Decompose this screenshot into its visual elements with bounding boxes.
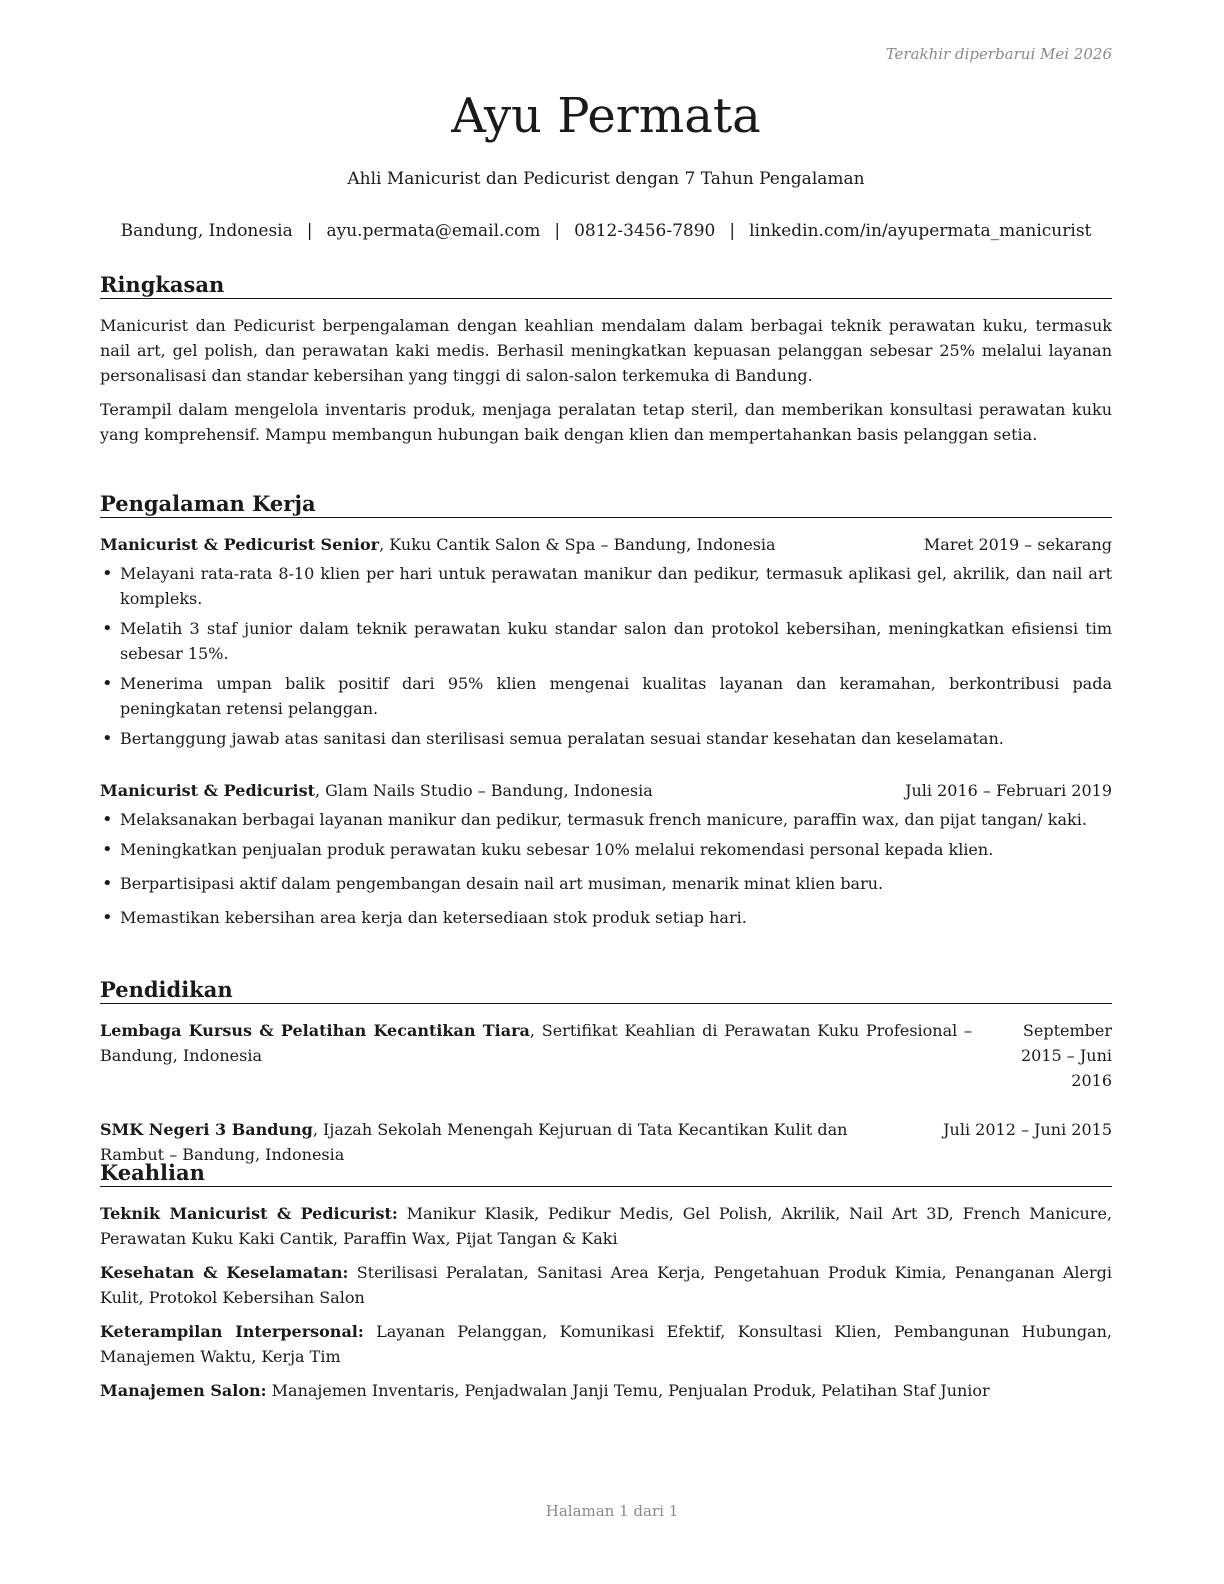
summary-section	[100, 272, 1112, 447]
last-updated: Terakhir diperbarui Mei 2026	[885, 45, 1112, 63]
skill-value: Sterilisasi Peralatan, Sanitasi Area Kerja, Pengetahuan Produk Kimia, Penanganan Alergi Kulit, Protokol Kebersihan Salon	[100, 1263, 1112, 1307]
job-header	[100, 532, 1112, 557]
job-bullet: • Melatih 3 staf junior dalam teknik perawatan kuku standar salon dan protokol kebersihan, meningkatkan efisiensi tim sebesar 15%.	[100, 616, 1112, 666]
education-dates: September 2015 – Juni 2016	[1020, 1021, 1112, 1090]
job-dates: Juli 2016 – Februari 2019	[905, 781, 1112, 800]
contact-separator: |	[554, 221, 561, 241]
skills-section	[100, 1160, 1112, 1403]
skill-label: Manajemen Salon:	[100, 1381, 267, 1400]
skill-row	[100, 1319, 1112, 1369]
education-dates: Juli 2012 – Juni 2015	[943, 1120, 1112, 1139]
job-dates: Maret 2019 – sekarang	[923, 535, 1112, 554]
job-place: , Glam Nails Studio – Bandung, Indonesia	[314, 781, 653, 800]
section-title-skills: Keahlian	[100, 1160, 1112, 1187]
skill-value: Manajemen Inventaris, Penjadwalan Janji Temu, Penjualan Produk, Pelatihan Staf Junior	[266, 1381, 990, 1400]
education-school: SMK Negeri 3 Bandung	[100, 1120, 313, 1139]
job-bullets	[100, 561, 1112, 751]
tagline: Ahli Manicurist dan Pedicurist dengan 7 Tahun Pengalaman	[347, 169, 865, 189]
job-bullet: • Meningkatkan penjualan produk perawatan kuku sebesar 10% melalui rekomendasi personal kepada klien.	[100, 837, 1112, 862]
section-title-experience: Pengalaman Kerja	[100, 491, 1112, 518]
job-role: Manicurist & Pedicurist	[100, 781, 315, 800]
job-bullet: • Bertanggung jawab atas sanitasi dan sterilisasi semua peralatan sesuai standar kesehatan dan keselamatan.	[100, 726, 1112, 751]
experience-section	[100, 491, 1112, 930]
job-role: Manicurist & Pedicurist Senior	[100, 535, 380, 554]
education-entry	[100, 1018, 1112, 1093]
job-bullet: • Melaksanakan berbagai layanan manikur dan pedikur, termasuk french manicure, paraffin wax, dan pijat tangan/ kaki.	[100, 807, 1112, 832]
contact-email[interactable]: ayu.permata@email.com	[326, 221, 541, 241]
contact-phone: 0812-3456-7890	[574, 221, 716, 241]
skill-row	[100, 1378, 1112, 1403]
section-title-education: Pendidikan	[100, 977, 1112, 1004]
job-bullet: • Melayani rata-rata 8-10 klien per hari untuk perawatan manikur dan pedikur, termasuk aplikasi gel, akrilik, dan nail art kompleks.	[100, 561, 1112, 611]
job-entry	[100, 778, 1112, 930]
education-detail: , Sertifikat Keahlian di Perawatan Kuku Profesional – Bandung, Indonesia	[100, 1021, 972, 1065]
skill-value: Manikur Klasik, Pedikur Medis, Gel Polish, Akrilik, Nail Art 3D, French Manicure, Perawatan Kuku Kaki Cantik, Paraffin Wax, Pijat Tangan & Kaki	[100, 1204, 1113, 1248]
skill-value: Layanan Pelanggan, Komunikasi Efektif, Konsultasi Klien, Pembangunan Hubungan, Manajemen Waktu, Kerja Tim	[100, 1322, 1112, 1366]
job-bullet: • Memastikan kebersihan area kerja dan ketersediaan stok produk setiap hari.	[100, 905, 1112, 930]
education-school: Lembaga Kursus & Pelatihan Kecantikan Tiara	[100, 1021, 530, 1040]
contact-separator: |	[306, 221, 313, 241]
contact-location: Bandung, Indonesia	[120, 221, 293, 241]
skill-label: Teknik Manicurist & Pedicurist:	[100, 1204, 398, 1223]
skill-label: Keterampilan Interpersonal:	[100, 1322, 364, 1341]
summary-paragraph-2: Terampil dalam mengelola inventaris produk, menjaga peralatan tetap steril, dan memberikan konsultasi perawatan kuku yang komprehensif. Mampu membangun hubungan baik dengan klien dan mempertahankan basis pelanggan setia.	[100, 400, 1112, 444]
section-title-summary: Ringkasan	[100, 272, 1112, 299]
skill-row	[100, 1260, 1112, 1310]
job-bullet: • Berpartisipasi aktif dalam pengembangan desain nail art musiman, menarik minat klien baru.	[100, 871, 1112, 896]
job-entry	[100, 532, 1112, 751]
candidate-name: Ayu Permata	[451, 88, 761, 144]
contact-linkedin[interactable]: linkedin.com/in/ayupermata_manicurist	[749, 221, 1092, 241]
summary-paragraph-1: Manicurist dan Pedicurist berpengalaman dengan keahlian mendalam dalam berbagai teknik perawatan kuku, termasuk nail art, gel polish, dan perawatan kaki medis. Berhasil meningkatkan kepuasan pelanggan sebesar 25% melalui layanan personalisasi dan standar kebersihan yang tinggi di salon-salon terkemuka di Bandung.	[100, 316, 1112, 385]
job-bullet: • Menerima umpan balik positif dari 95% klien mengenai kualitas layanan dan keramahan, berkontribusi pada peningkatan retensi pelanggan.	[100, 671, 1112, 721]
education-text	[100, 1018, 972, 1093]
skill-label: Kesehatan & Keselamatan:	[100, 1263, 349, 1282]
skill-row	[100, 1201, 1112, 1251]
job-header	[100, 778, 1112, 803]
education-section	[100, 977, 1112, 1167]
job-bullets	[100, 807, 1112, 930]
page-footer: Halaman 1 dari 1	[545, 1502, 679, 1520]
contact-line	[100, 220, 1112, 242]
contact-separator: |	[729, 221, 736, 241]
job-place: , Kuku Cantik Salon & Spa – Bandung, Indonesia	[379, 535, 776, 554]
education-detail: , Ijazah Sekolah Menengah Kejuruan di Tata Kecantikan Kulit dan Rambut – Bandung, Indonesia	[100, 1120, 848, 1164]
